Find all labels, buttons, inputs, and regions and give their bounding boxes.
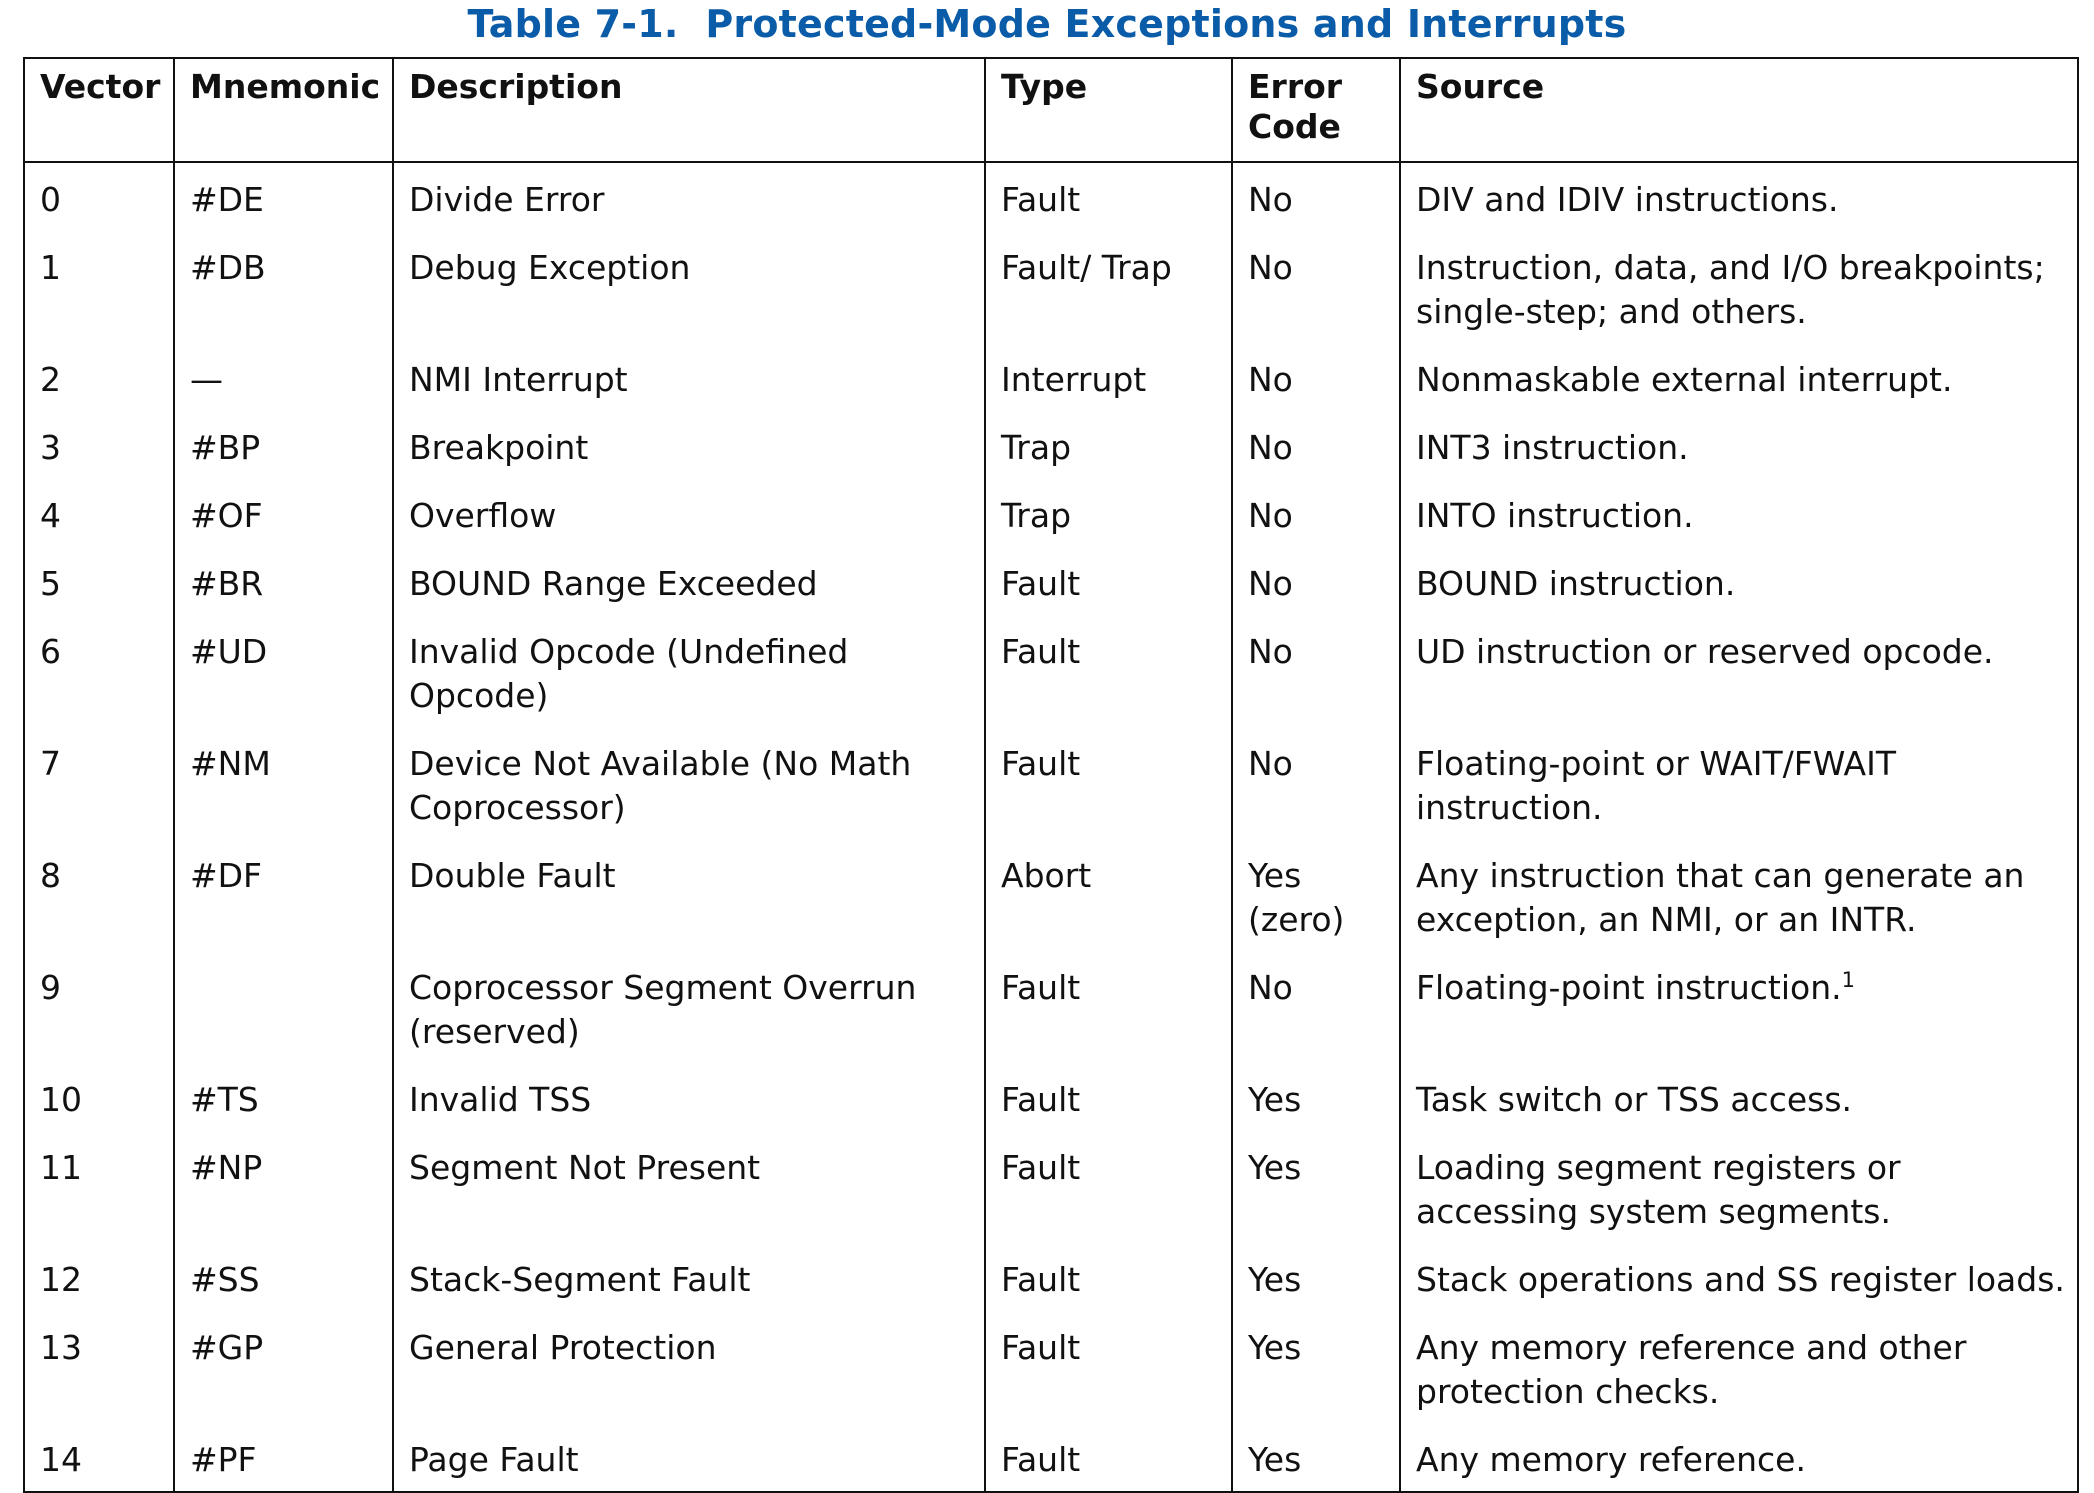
cell-mnemonic	[174, 231, 393, 343]
cell-description-text: Invalid Opcode (Undefined Opcode)	[409, 632, 849, 715]
cell-description	[393, 615, 985, 727]
header-error-code: Error Code	[1232, 58, 1400, 162]
cell-error-code-text: No	[1248, 744, 1293, 783]
cell-description	[393, 1311, 985, 1423]
cell-description	[393, 727, 985, 839]
cell-source	[1400, 231, 2078, 343]
cell-source	[1400, 839, 2078, 951]
cell-vector-text: 10	[40, 1080, 82, 1119]
cell-description	[393, 479, 985, 547]
cell-type-text: Fault	[1001, 1148, 1081, 1187]
table-row	[24, 411, 2078, 479]
cell-error-code	[1232, 1423, 1400, 1492]
table-header	[24, 58, 2078, 162]
cell-source	[1400, 343, 2078, 411]
cell-mnemonic-text: #UD	[190, 632, 268, 671]
cell-vector	[24, 479, 174, 547]
cell-vector	[24, 411, 174, 479]
table-body	[24, 162, 2078, 1492]
cell-vector	[24, 1423, 174, 1492]
cell-source	[1400, 1243, 2078, 1311]
cell-error-code	[1232, 547, 1400, 615]
cell-error-code	[1232, 951, 1400, 1063]
cell-type	[985, 231, 1232, 343]
table-row	[24, 343, 2078, 411]
cell-vector-text: 0	[40, 180, 61, 219]
cell-source	[1400, 162, 2078, 231]
cell-type	[985, 1131, 1232, 1243]
cell-error-code	[1232, 162, 1400, 231]
cell-vector-text: 1	[40, 248, 61, 287]
cell-type	[985, 1423, 1232, 1492]
header-source: Source	[1400, 58, 2078, 162]
cell-error-code	[1232, 343, 1400, 411]
cell-description-text: BOUND Range Exceeded	[409, 564, 818, 603]
cell-type	[985, 951, 1232, 1063]
cell-mnemonic-text: #SS	[190, 1260, 260, 1299]
cell-mnemonic-text: #TS	[190, 1080, 259, 1119]
cell-source	[1400, 479, 2078, 547]
table-row	[24, 479, 2078, 547]
cell-vector	[24, 615, 174, 727]
cell-mnemonic-text: #PF	[190, 1440, 257, 1479]
table-row	[24, 162, 2078, 231]
cell-error-code	[1232, 1311, 1400, 1423]
cell-description	[393, 162, 985, 231]
table-row	[24, 547, 2078, 615]
cell-source-text: Stack operations and SS register loads.	[1416, 1260, 2065, 1299]
cell-vector	[24, 1243, 174, 1311]
cell-vector	[24, 231, 174, 343]
cell-vector-text: 8	[40, 856, 61, 895]
cell-vector	[24, 727, 174, 839]
cell-source-text: Any memory reference.	[1416, 1440, 1806, 1479]
cell-source-text: Nonmaskable external interrupt.	[1416, 360, 1953, 399]
cell-error-code-text: No	[1248, 564, 1293, 603]
cell-mnemonic-text: #GP	[190, 1328, 264, 1367]
cell-description-text: Invalid TSS	[409, 1080, 592, 1119]
cell-description-text: Coprocessor Segment Overrun (reserved)	[409, 968, 917, 1051]
cell-mnemonic-text: #NP	[190, 1148, 263, 1187]
cell-error-code-text: Yes	[1248, 1440, 1302, 1479]
cell-type-text: Fault	[1001, 1440, 1081, 1479]
header-row	[24, 58, 2078, 162]
cell-vector	[24, 1311, 174, 1423]
cell-type-text: Fault	[1001, 968, 1081, 1007]
cell-mnemonic-text: —	[190, 360, 223, 399]
table-row	[24, 1131, 2078, 1243]
cell-source	[1400, 411, 2078, 479]
cell-mnemonic-text: #DB	[190, 248, 266, 287]
cell-source	[1400, 1423, 2078, 1492]
cell-source-text: Any memory reference and other protection checks.	[1416, 1328, 1967, 1411]
cell-description	[393, 951, 985, 1063]
cell-source	[1400, 1311, 2078, 1423]
cell-vector-text: 12	[40, 1260, 82, 1299]
cell-type	[985, 1311, 1232, 1423]
table-row	[24, 727, 2078, 839]
cell-mnemonic	[174, 411, 393, 479]
cell-type	[985, 411, 1232, 479]
cell-vector-text: 4	[40, 496, 61, 535]
cell-description-text: Debug Exception	[409, 248, 691, 287]
cell-description	[393, 1243, 985, 1311]
cell-error-code-text: No	[1248, 632, 1293, 671]
cell-description	[393, 411, 985, 479]
cell-type-text: Trap	[1001, 496, 1072, 535]
cell-error-code	[1232, 1131, 1400, 1243]
cell-source-text: Loading segment registers or accessing system segments.	[1416, 1148, 1901, 1231]
cell-type-text: Fault	[1001, 1260, 1081, 1299]
cell-description-text: NMI Interrupt	[409, 360, 628, 399]
cell-mnemonic	[174, 547, 393, 615]
cell-source-text: INT3 instruction.	[1416, 428, 1689, 467]
cell-source	[1400, 547, 2078, 615]
cell-type	[985, 479, 1232, 547]
cell-type-text: Fault	[1001, 744, 1081, 783]
cell-source-text: UD instruction or reserved opcode.	[1416, 632, 1994, 671]
cell-error-code-text: No	[1248, 496, 1293, 535]
cell-source	[1400, 1131, 2078, 1243]
cell-type-text: Abort	[1001, 856, 1092, 895]
cell-mnemonic-text: #BR	[190, 564, 264, 603]
cell-description-text: Breakpoint	[409, 428, 589, 467]
cell-source-text: BOUND instruction.	[1416, 564, 1736, 603]
table-caption: Table 7-1. Protected-Mode Exceptions and Interrupts	[467, 2, 1627, 46]
cell-vector-text: 9	[40, 968, 61, 1007]
cell-error-code	[1232, 479, 1400, 547]
cell-error-code	[1232, 231, 1400, 343]
cell-description	[393, 231, 985, 343]
cell-source-text: Instruction, data, and I/O breakpoints; single-step; and others.	[1416, 248, 2045, 331]
cell-description-text: General Protection	[409, 1328, 717, 1367]
cell-mnemonic-text: #OF	[190, 496, 263, 535]
cell-error-code-text: No	[1248, 428, 1293, 467]
cell-vector	[24, 1131, 174, 1243]
cell-description-text: Segment Not Present	[409, 1148, 761, 1187]
table-row	[24, 1243, 2078, 1311]
cell-type-text: Fault	[1001, 632, 1081, 671]
cell-source	[1400, 615, 2078, 727]
cell-mnemonic	[174, 1423, 393, 1492]
cell-mnemonic	[174, 951, 393, 1063]
cell-vector	[24, 162, 174, 231]
cell-error-code-text: No	[1248, 968, 1293, 1007]
cell-description	[393, 839, 985, 951]
cell-description-text: Page Fault	[409, 1440, 579, 1479]
cell-mnemonic	[174, 615, 393, 727]
cell-type-text: Fault	[1001, 1080, 1081, 1119]
cell-error-code-text: Yes	[1248, 1328, 1302, 1367]
cell-description	[393, 343, 985, 411]
cell-vector	[24, 951, 174, 1063]
cell-description-text: Overflow	[409, 496, 557, 535]
cell-mnemonic	[174, 727, 393, 839]
cell-vector	[24, 1063, 174, 1131]
cell-error-code-text: No	[1248, 248, 1293, 287]
cell-type	[985, 727, 1232, 839]
cell-mnemonic	[174, 162, 393, 231]
cell-vector-text: 7	[40, 744, 61, 783]
cell-vector-text: 6	[40, 632, 61, 671]
cell-error-code	[1232, 1063, 1400, 1131]
cell-error-code	[1232, 615, 1400, 727]
cell-type-text: Fault	[1001, 1328, 1081, 1367]
cell-type-text: Fault/ Trap	[1001, 248, 1172, 287]
cell-type	[985, 1243, 1232, 1311]
cell-type-text: Fault	[1001, 564, 1081, 603]
cell-description	[393, 1423, 985, 1492]
cell-vector	[24, 343, 174, 411]
cell-error-code-text: Yes	[1248, 1148, 1302, 1187]
cell-type	[985, 839, 1232, 951]
table-row	[24, 1063, 2078, 1131]
cell-type	[985, 343, 1232, 411]
cell-mnemonic-text: #DE	[190, 180, 264, 219]
cell-source	[1400, 951, 2078, 1063]
cell-type-text: Interrupt	[1001, 360, 1147, 399]
table-row	[24, 231, 2078, 343]
cell-type-text: Trap	[1001, 428, 1072, 467]
table-row	[24, 951, 2078, 1063]
cell-vector-text: 3	[40, 428, 61, 467]
cell-vector-text: 5	[40, 564, 61, 603]
cell-source-text: Floating-point or WAIT/FWAIT instruction.	[1416, 744, 1897, 827]
table-row	[24, 1423, 2078, 1492]
cell-mnemonic	[174, 1311, 393, 1423]
cell-vector-text: 2	[40, 360, 61, 399]
header-vector: Vector	[24, 58, 174, 162]
cell-source-text: Any instruction that can generate an exception, an NMI, or an INTR.	[1416, 856, 2025, 939]
table-row	[24, 615, 2078, 727]
cell-mnemonic-text: #NM	[190, 744, 271, 783]
cell-error-code	[1232, 1243, 1400, 1311]
cell-error-code-text: Yes	[1248, 1260, 1302, 1299]
cell-error-code	[1232, 411, 1400, 479]
cell-source-text: Task switch or TSS access.	[1416, 1080, 1853, 1119]
cell-source	[1400, 1063, 2078, 1131]
cell-error-code	[1232, 839, 1400, 951]
cell-description-text: Divide Error	[409, 180, 605, 219]
cell-vector-text: 11	[40, 1148, 82, 1187]
cell-mnemonic-text: #DF	[190, 856, 263, 895]
header-mnemonic: Mnemonic	[174, 58, 393, 162]
cell-vector	[24, 839, 174, 951]
cell-mnemonic	[174, 1063, 393, 1131]
cell-mnemonic	[174, 1131, 393, 1243]
table-row	[24, 839, 2078, 951]
header-description: Description	[393, 58, 985, 162]
cell-vector-text: 13	[40, 1328, 82, 1367]
cell-mnemonic	[174, 479, 393, 547]
cell-error-code-text: Yes (zero)	[1248, 856, 1345, 939]
cell-source	[1400, 727, 2078, 839]
cell-source-text: Floating-point instruction.	[1416, 968, 1842, 1007]
cell-description	[393, 1131, 985, 1243]
table-row	[24, 1311, 2078, 1423]
cell-source-text: INTO instruction.	[1416, 496, 1694, 535]
cell-source-text: DIV and IDIV instructions.	[1416, 180, 1839, 219]
footnote-marker: 1	[1841, 968, 1856, 992]
cell-description-text: Device Not Available (No Math Coprocessor)	[409, 744, 912, 827]
cell-vector-text: 14	[40, 1440, 82, 1479]
cell-type	[985, 162, 1232, 231]
cell-mnemonic	[174, 343, 393, 411]
cell-description-text: Stack-Segment Fault	[409, 1260, 751, 1299]
cell-error-code	[1232, 727, 1400, 839]
cell-mnemonic-text: #BP	[190, 428, 261, 467]
cell-type	[985, 547, 1232, 615]
exceptions-table	[23, 57, 2079, 1493]
cell-type-text: Fault	[1001, 180, 1081, 219]
cell-type	[985, 615, 1232, 727]
cell-error-code-text: Yes	[1248, 1080, 1302, 1119]
header-type: Type	[985, 58, 1232, 162]
cell-description	[393, 547, 985, 615]
cell-description-text: Double Fault	[409, 856, 616, 895]
cell-mnemonic	[174, 839, 393, 951]
cell-error-code-text: No	[1248, 180, 1293, 219]
cell-type	[985, 1063, 1232, 1131]
cell-description	[393, 1063, 985, 1131]
cell-mnemonic	[174, 1243, 393, 1311]
cell-error-code-text: No	[1248, 360, 1293, 399]
cell-vector	[24, 547, 174, 615]
